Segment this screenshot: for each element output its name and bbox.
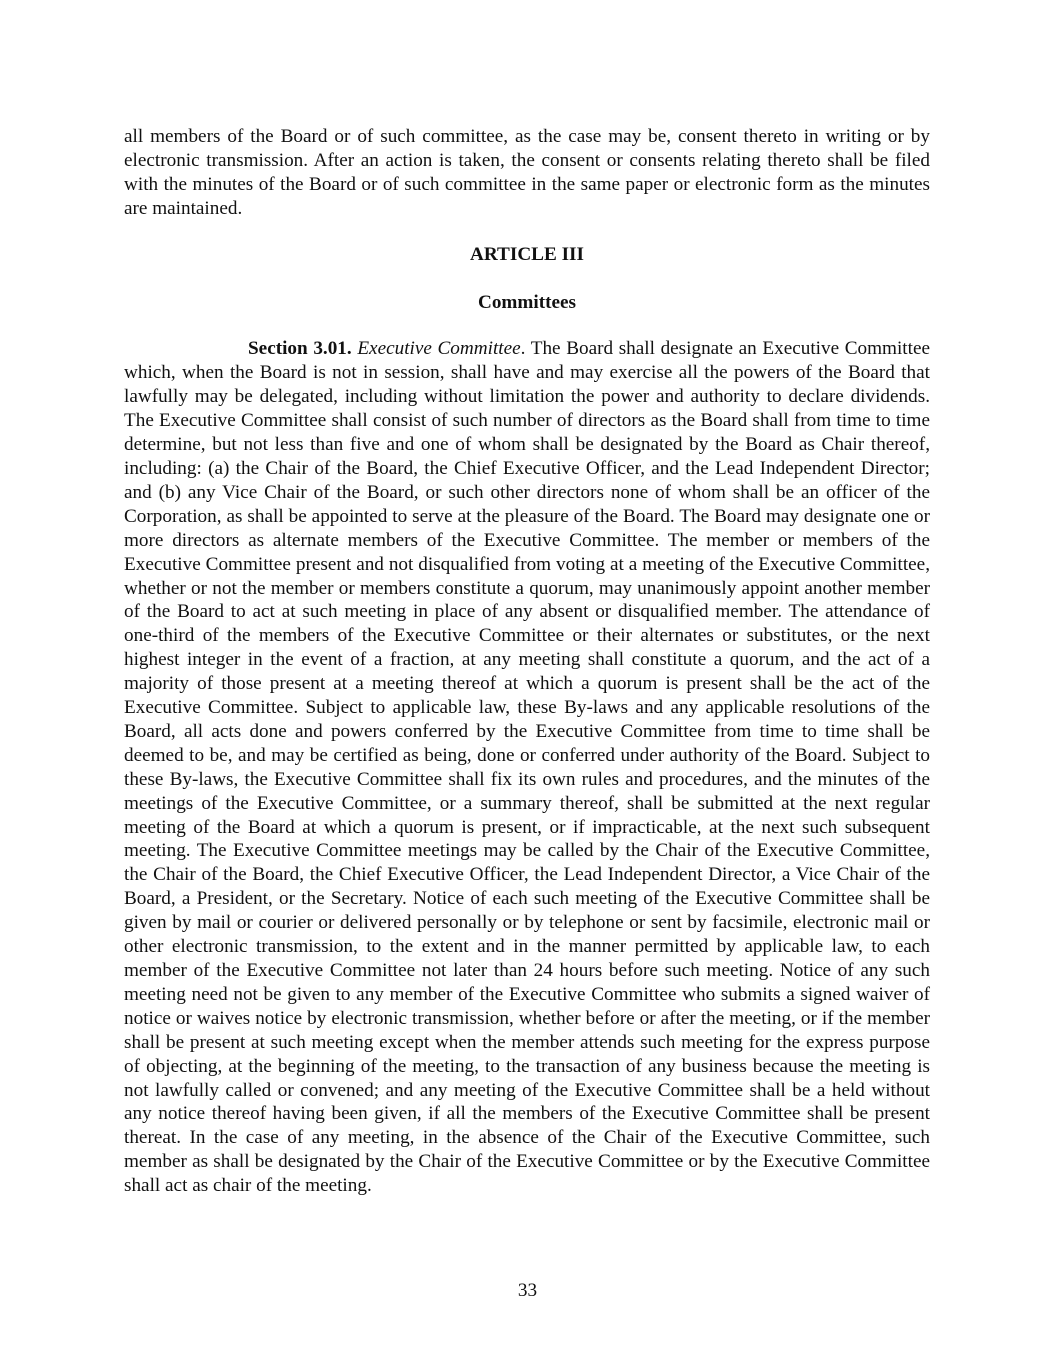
section-title: Executive Committee — [357, 338, 521, 360]
article-heading: ARTICLE III — [470, 243, 584, 265]
article-title: Committees — [477, 291, 577, 313]
section-body: The Board shall designate an Executive Committee which, when the Board is not in session, shall have and may exercise all the powers of the Board that lawfully may be delegated, including without limitation the power and authority to declare dividends. The Executive Committee shall consist of such number of directors as the Board shall from time to time determine, but not less than five and one of whom shall be designated by the Board as Chair thereof, including: (a) the Chair of the Board, the Chief Executive Officer, and the Lead Independent Director; and (b) any Vice Chair of the Board, or such other directors none of whom shall be an officer of the Corporation, as shall be appointed to serve at the pleasure of the Board. The Board may designate one or more directors as alternate members of the Executive Committee. The member or members of the Executive Committee present and not disqualified from voting at a meeting of the Executive Committee, whether or not the member or members constitute a quorum, may unanimously appoint another member of the Board to act at such meeting in place of any absent or disqualified member. The attendance of one-third of the members of the Executive Committee or their alternates or substitutes, or the next highest integer in the event of a fraction, at any meeting shall constitute a quorum, and the act of a majority of those present at a meeting thereof at which a quorum is present shall be the act of the Executive Committee. Subject to applicable law, these By-laws and any applicable resolutions of the Board, all acts done and powers conferred by the Executive Committee from time to time shall be deemed to be, and may be certified as being, done or conferred under authority of the Board. Subject to these By-laws, the Executive Committee shall fix its own rules and procedures, and the minutes of the meetings of the Executive Committee, or a summary thereof, shall be submitted at the next regular meeting of the Board at which a quorum is present, or if impracticable, at the next such subsequent meeting. The Executive Committee meetings may be called by the Chair of the Executive Committee, the Chair of the Board, the Chief Executive Officer, the Lead Independent Director, a Vice Chair of the Board, a President, or the Secretary. Notice of each such meeting of the Executive Committee shall be given by mail or courier or delivered personally or by telephone or sent by facsimile, electronic mail or other electronic transmission, to the extent and in the manner permitted by applicable law, to each member of the Executive Committee not later than 24 hours before such meeting. Notice of any such meeting need not be given to any member of the Executive Committee who submits a signed waiver of notice or waives notice by electronic transmission, whether before or after the meeting, or if the member shall be present at such meeting except when the member attends such meeting for the express purpose of objecting, at the beginning of the meeting, to the transaction of any business because the meeting is not lawfully called or convened; and any meeting of the Executive Committee shall be a held without any notice thereof having been given, if all the members of the Executive Committee shall be present thereat. In the case of any meeting, in the absence of the Chair of the Executive Committee, such member as shall be designated by the Chair of the Executive Committee or by the Executive Committee shall act as chair of the meeting. — [124, 338, 930, 1197]
section-paragraph: Section 3.01. Executive Committee. The Board shall designate an Executive Committee which, when the Board is not in session, shall have and may exercise all the powers of the Board that lawfully may be delegated, including without limitation the power and authority to declare dividends. The Executive Committee shall consist of such number of directors as the Board shall from time to time determine, but not less than five and one of whom shall be designated by the Board as Chair thereof, including: (a) the Chair of the Board, the Chief Executive Officer, and the Lead Independent Director; and (b) any Vice Chair of the Board, or such other directors none of whom shall be an officer of the Corporation, as shall be appointed to serve at the pleasure of the Board. The Board may designate one or more directors as alternate members of the Executive Committee. The member or members of the Executive Committee present and not disqualified from voting at a meeting of the Executive Committee, whether or not the member or members constitute a quorum, may unanimously appoint another member of the Board to act at such meeting in place of any absent or disqualified member. The attendance of one-third of the members of the Executive Committee or their alternates or substitutes, or the next highest integer in the event of a fraction, at any meeting shall constitute a quorum, and the act of a majority of those present at a meeting thereof at which a quorum is present shall be the act of the Executive Committee. Subject to applicable law, these By-laws and any applicable resolutions of the Board, all acts done and powers conferred by the Executive Committee from time to time shall be deemed to be, and may be certified as being, done or conferred under authority of the Board. Subject to these By-laws, the Executive Committee shall fix its own rules and procedures, and the minutes of the meetings of the Executive Committee, or a summary thereof, shall be submitted at the next regular meeting of the Board at which a quorum is present, or if impracticable, at the next such subsequent meeting. The Executive Committee meetings may be called by the Chair of the Executive Committee, the Chair of the Board, the Chief Executive Officer, the Lead Independent Director, a Vice Chair of the Board, a President, or the Secretary. Notice of each such meeting of the Executive Committee shall be given by mail or courier or delivered personally or by telephone or sent by facsimile, electronic mail or other electronic transmission, to the extent and in the manner permitted by applicable law, to each member of the Executive Committee not later than 24 hours before such meeting. Notice of any such meeting need not be given to any member of the Executive Committee who submits a signed waiver of notice or waives notice by electronic transmission, whether before or after the meeting, or if the member shall be present at such meeting except when the member attends such meeting for the express purpose of objecting, at the beginning of the meeting, to the transaction of any business because the meeting is not lawfully called or convened; and any meeting of the Executive Committee shall be a held without any notice thereof having been given, if all the members of the Executive Committee shall be present thereat. In the case of any meeting, in the absence of the Chair of the Executive Committee, such member as shall be designated by the Chair of the Executive Committee or by the Executive Committee shall act as chair of the meeting. — [124, 338, 930, 1197]
document-page — [124, 125, 930, 1198]
intro-paragraph: all members of the Board or of such committee, as the case may be, consent thereto in writing or by electronic transmission. After an action is taken, the consent or consents relating thereto shall be filed with the minutes of the Board or of such committee in the same paper or electronic form as the minutes are maintained. — [124, 126, 930, 219]
section-number: Section 3.01. — [248, 338, 352, 360]
page-number: 33 — [517, 1280, 538, 1301]
